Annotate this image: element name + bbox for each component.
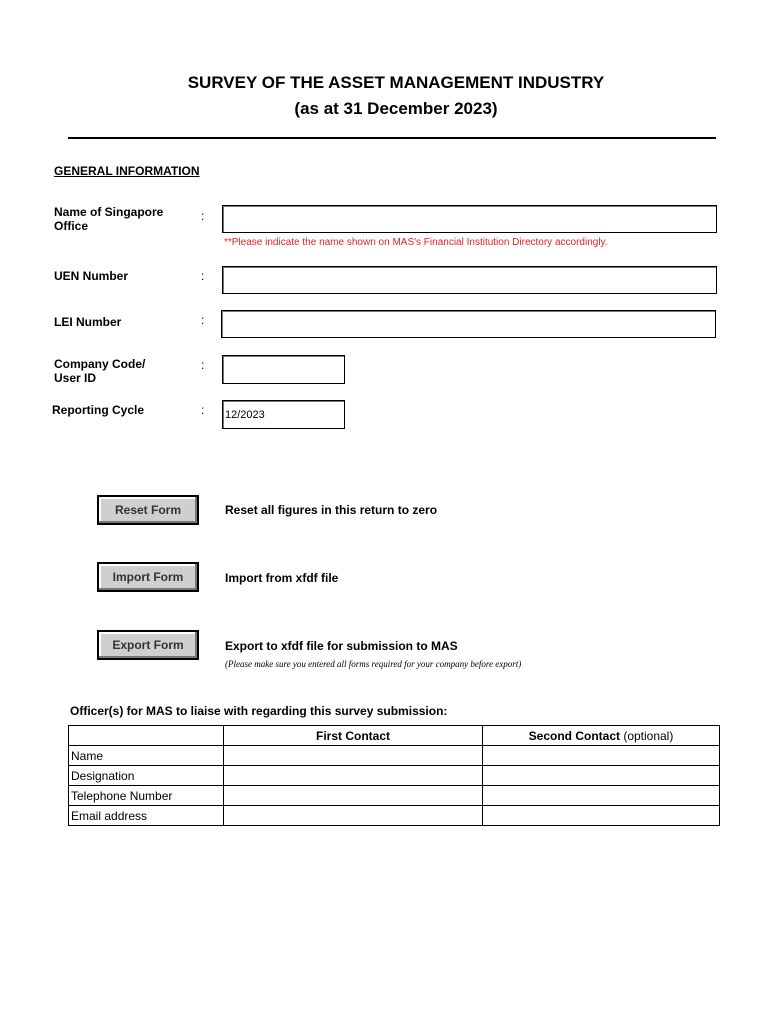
- survey-date: (as at 31 December 2023): [294, 99, 498, 118]
- officers-heading: Officer(s) for MAS to liaise with regarding this survey submission:: [70, 704, 448, 718]
- lei-label: LEI Number: [54, 315, 122, 329]
- name-office-label: Name of Singapore Office: [54, 205, 164, 233]
- colon: :: [201, 358, 205, 372]
- first-contact-designation-cell[interactable]: [224, 766, 483, 786]
- company-code-input[interactable]: [222, 355, 345, 384]
- export-note: (Please make sure you entered all forms required for your company before export): [225, 659, 522, 669]
- section-title-general-information: GENERAL INFORMATION: [54, 164, 200, 178]
- second-contact-name-cell[interactable]: [483, 746, 720, 766]
- export-form-description: Export to xfdf file for submission to MAS: [225, 639, 458, 653]
- uen-label: UEN Number: [54, 269, 129, 283]
- colon: :: [201, 403, 205, 417]
- second-contact-designation-cell[interactable]: [483, 766, 720, 786]
- reporting-cycle-input[interactable]: 12/2023: [222, 400, 345, 429]
- row-label-designation: Designation: [69, 766, 224, 786]
- table-row: [69, 786, 720, 806]
- row-label-telephone: Telephone Number: [69, 786, 224, 806]
- first-contact-header: First Contact: [224, 726, 483, 746]
- title-divider: [68, 137, 716, 139]
- survey-title: SURVEY OF THE ASSET MANAGEMENT INDUSTRY: [187, 73, 605, 92]
- import-form-description: Import from xfdf file: [225, 571, 339, 585]
- colon: :: [201, 269, 205, 283]
- export-form-button[interactable]: Export Form: [97, 630, 199, 660]
- first-contact-email-cell[interactable]: [224, 806, 483, 826]
- reporting-cycle-label: Reporting Cycle: [52, 403, 145, 417]
- row-label-email: Email address: [69, 806, 224, 826]
- name-office-input[interactable]: [222, 205, 717, 233]
- first-contact-name-cell[interactable]: [224, 746, 483, 766]
- name-office-note: **Please indicate the name shown on MAS's Financial Institution Directory accordingly.: [224, 237, 608, 248]
- uen-input[interactable]: [222, 266, 717, 294]
- reset-form-button[interactable]: Reset Form: [97, 495, 199, 525]
- table-header-blank: [69, 726, 224, 746]
- second-contact-telephone-cell[interactable]: [483, 786, 720, 806]
- row-label-name: Name: [69, 746, 224, 766]
- company-code-label: Company Code/ User ID: [54, 357, 146, 385]
- colon: :: [201, 313, 205, 327]
- table-row: [69, 806, 720, 826]
- second-contact-header: Second Contact (optional): [483, 726, 720, 746]
- colon: :: [201, 209, 205, 223]
- first-contact-telephone-cell[interactable]: [224, 786, 483, 806]
- table-header-row: [69, 726, 720, 746]
- import-form-button[interactable]: Import Form: [97, 562, 199, 592]
- reset-form-description: Reset all figures in this return to zero: [225, 503, 438, 517]
- lei-input[interactable]: [221, 310, 716, 338]
- table-row: [69, 766, 720, 786]
- second-contact-email-cell[interactable]: [483, 806, 720, 826]
- table-row: [69, 746, 720, 766]
- officers-table: [68, 725, 720, 826]
